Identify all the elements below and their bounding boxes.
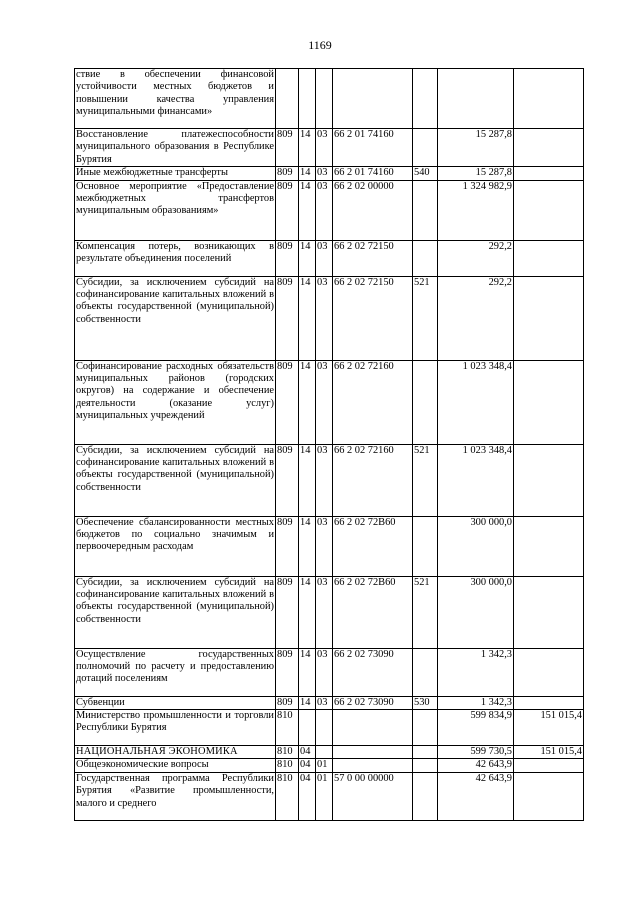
cell-target-article: 66 2 02 73090	[333, 696, 413, 709]
table-row	[75, 696, 584, 709]
cell-target-article	[333, 746, 413, 759]
cell-subsection: 03	[316, 696, 333, 709]
table-row	[75, 444, 584, 516]
table-row	[75, 746, 584, 759]
cell-amount-1: 599 730,5	[438, 746, 514, 759]
cell-amount-2	[514, 648, 584, 696]
cell-target-article	[333, 759, 413, 772]
cell-expense-type	[413, 240, 438, 276]
cell-name: Обеспечение сбалансированности местных бюджетов по социально значимым и первоочередным расходам	[75, 516, 276, 576]
cell-target-article: 66 2 02 00000	[333, 180, 413, 240]
cell-name: Субсидии, за исключением субсидий на софинансирование капитальных вложений в объекты государственной (муниципальной) собственности	[75, 576, 276, 648]
cell-expense-type	[413, 746, 438, 759]
cell-ministry-code: 809	[276, 129, 299, 167]
cell-target-article: 66 2 02 73090	[333, 648, 413, 696]
cell-ministry-code: 810	[276, 759, 299, 772]
cell-section: 14	[299, 696, 316, 709]
cell-name: Субвенции	[75, 696, 276, 709]
cell-amount-1	[438, 69, 514, 129]
cell-name: Основное мероприятие «Предоставление межбюджетных трансфертов муниципальным образованиям»	[75, 180, 276, 240]
cell-target-article	[333, 710, 413, 746]
cell-target-article: 66 2 02 72В60	[333, 576, 413, 648]
cell-expense-type	[413, 648, 438, 696]
cell-amount-1: 15 287,8	[438, 129, 514, 167]
cell-expense-type: 521	[413, 276, 438, 360]
cell-ministry-code: 810	[276, 772, 299, 820]
cell-ministry-code: 809	[276, 167, 299, 180]
cell-section: 14	[299, 240, 316, 276]
cell-expense-type	[413, 360, 438, 444]
cell-name: Субсидии, за исключением субсидий на софинансирование капитальных вложений в объекты государственной (муниципальной) собственности	[75, 276, 276, 360]
cell-target-article: 66 2 02 72160	[333, 444, 413, 516]
table-row	[75, 516, 584, 576]
cell-amount-2: 151 015,4	[514, 710, 584, 746]
table-row	[75, 240, 584, 276]
cell-ministry-code: 809	[276, 648, 299, 696]
cell-section	[299, 710, 316, 746]
cell-amount-2	[514, 240, 584, 276]
cell-name: Восстановление платежеспособности муниципального образования в Республике Бурятия	[76, 129, 274, 165]
cell-expense-type	[413, 759, 438, 772]
cell-target-article: 66 2 02 72150	[333, 240, 413, 276]
table-row	[75, 276, 584, 360]
cell-subsection	[316, 746, 333, 759]
cell-amount-2	[514, 576, 584, 648]
cell-amount-2	[514, 759, 584, 772]
cell-subsection: 03	[316, 516, 333, 576]
cell-subsection: 03	[316, 240, 333, 276]
table-body	[75, 69, 584, 821]
cell-amount-2	[514, 772, 584, 820]
cell-subsection	[316, 69, 333, 129]
cell-amount-2	[514, 516, 584, 576]
cell-name: Иные межбюджетные трансферты	[75, 167, 276, 180]
cell-amount-2	[514, 167, 584, 180]
cell-amount-1: 300 000,0	[438, 516, 514, 576]
cell-ministry-code: 809	[276, 360, 299, 444]
table-row	[75, 710, 584, 746]
cell-amount-2	[514, 276, 584, 360]
cell-target-article: 66 2 01 74160	[333, 167, 413, 180]
cell-amount-2	[514, 69, 584, 129]
cell-subsection: 03	[316, 648, 333, 696]
cell-section: 14	[299, 129, 316, 167]
cell-amount-1: 1 342,3	[438, 648, 514, 696]
cell-expense-type	[413, 516, 438, 576]
cell-ministry-code: 809	[276, 240, 299, 276]
cell-amount-1: 42 643,9	[438, 759, 514, 772]
table-row	[75, 69, 584, 129]
cell-subsection: 03	[316, 129, 333, 167]
cell-ministry-code: 809	[276, 444, 299, 516]
cell-subsection: 03	[316, 180, 333, 240]
cell-name: Министерство промышленности и торговли Республики Бурятия	[75, 710, 276, 746]
cell-amount-1: 599 834,9	[438, 710, 514, 746]
cell-expense-type	[413, 129, 438, 167]
cell-section: 14	[299, 180, 316, 240]
cell-subsection: 03	[316, 360, 333, 444]
cell-target-article: 66 2 01 74160	[333, 129, 413, 167]
cell-subsection: 03	[316, 444, 333, 516]
cell-section: 14	[299, 576, 316, 648]
table-row	[75, 360, 584, 444]
cell-expense-type: 521	[413, 576, 438, 648]
cell-subsection	[316, 710, 333, 746]
cell-amount-2	[514, 360, 584, 444]
cell-ministry-code: 809	[276, 516, 299, 576]
cell-expense-type	[413, 710, 438, 746]
cell-section: 14	[299, 516, 316, 576]
cell-amount-2: 151 015,4	[514, 746, 584, 759]
table-row	[75, 167, 584, 180]
cell-expense-type: 521	[413, 444, 438, 516]
cell-subsection: 01	[316, 759, 333, 772]
cell-target-article: 66 2 02 72В60	[333, 516, 413, 576]
cell-target-article: 66 2 02 72160	[333, 360, 413, 444]
cell-amount-1: 292,2	[438, 276, 514, 360]
cell-amount-1: 300 000,0	[438, 576, 514, 648]
cell-name: Субсидии, за исключением субсидий на софинансирование капитальных вложений в объекты государственной (муниципальной) собственности	[75, 444, 276, 516]
cell-section	[299, 69, 316, 129]
cell-name: Государственная программа Республики Бурятия «Развитие промышленности, малого и среднего	[75, 772, 276, 820]
cell-ministry-code	[276, 69, 299, 129]
cell-amount-2	[514, 444, 584, 516]
cell-ministry-code: 809	[276, 276, 299, 360]
table-row	[75, 129, 584, 167]
cell-ministry-code: 810	[276, 746, 299, 759]
cell-subsection: 03	[316, 276, 333, 360]
cell-subsection: 03	[316, 576, 333, 648]
cell-ministry-code: 809	[276, 180, 299, 240]
cell-expense-type	[413, 180, 438, 240]
cell-section: 04	[299, 772, 316, 820]
cell-name: НАЦИОНАЛЬНАЯ ЭКОНОМИКА	[75, 746, 276, 759]
cell-section: 14	[299, 276, 316, 360]
budget-table	[74, 68, 584, 821]
page-number: 1169	[308, 38, 332, 52]
cell-name: Софинансирование расходных обязательств муниципальных районов (городских округов) на содержание и обеспечение деятельности (оказание услуг) муниципальных учреждений	[75, 360, 276, 444]
cell-section: 14	[299, 360, 316, 444]
cell-subsection: 01	[316, 772, 333, 820]
cell-name: Общеэкономические вопросы	[75, 759, 276, 772]
cell-name: ствие в обеспечении финансовой устойчивости местных бюджетов и повышении качества управления муниципальными финансами»	[75, 69, 276, 129]
cell-section: 04	[299, 759, 316, 772]
cell-section: 14	[299, 167, 316, 180]
cell-subsection: 03	[316, 167, 333, 180]
cell-section: 04	[299, 746, 316, 759]
cell-expense-type: 540	[413, 167, 438, 180]
cell-amount-1: 1 324 982,9	[438, 180, 514, 240]
cell-expense-type	[413, 772, 438, 820]
cell-amount-2	[514, 696, 584, 709]
cell-target-article: 66 2 02 72150	[333, 276, 413, 360]
cell-amount-2	[514, 180, 584, 240]
cell-section: 14	[299, 444, 316, 516]
cell-amount-1: 1 023 348,4	[438, 360, 514, 444]
cell-amount-1: 15 287,8	[438, 167, 514, 180]
table-row	[75, 180, 584, 240]
cell-target-article	[333, 69, 413, 129]
cell-amount-1: 42 643,9	[438, 772, 514, 820]
table-row	[75, 576, 584, 648]
table-row	[75, 648, 584, 696]
cell-amount-2	[514, 129, 584, 167]
cell-name: Осуществление государственных полномочий по расчету и предоставлению дотаций поселениям	[75, 648, 276, 696]
cell-section: 14	[299, 648, 316, 696]
cell-expense-type: 530	[413, 696, 438, 709]
cell-ministry-code: 809	[276, 696, 299, 709]
cell-expense-type	[413, 69, 438, 129]
table-row	[75, 759, 584, 772]
cell-amount-1: 1 342,3	[438, 696, 514, 709]
cell-amount-1: 1 023 348,4	[438, 444, 514, 516]
cell-name: Компенсация потерь, возникающих в результате объединения поселений	[75, 240, 276, 276]
cell-ministry-code: 809	[276, 576, 299, 648]
cell-ministry-code: 810	[276, 710, 299, 746]
table-row	[75, 772, 584, 820]
cell-amount-1: 292,2	[438, 240, 514, 276]
cell-target-article: 57 0 00 00000	[333, 772, 413, 820]
